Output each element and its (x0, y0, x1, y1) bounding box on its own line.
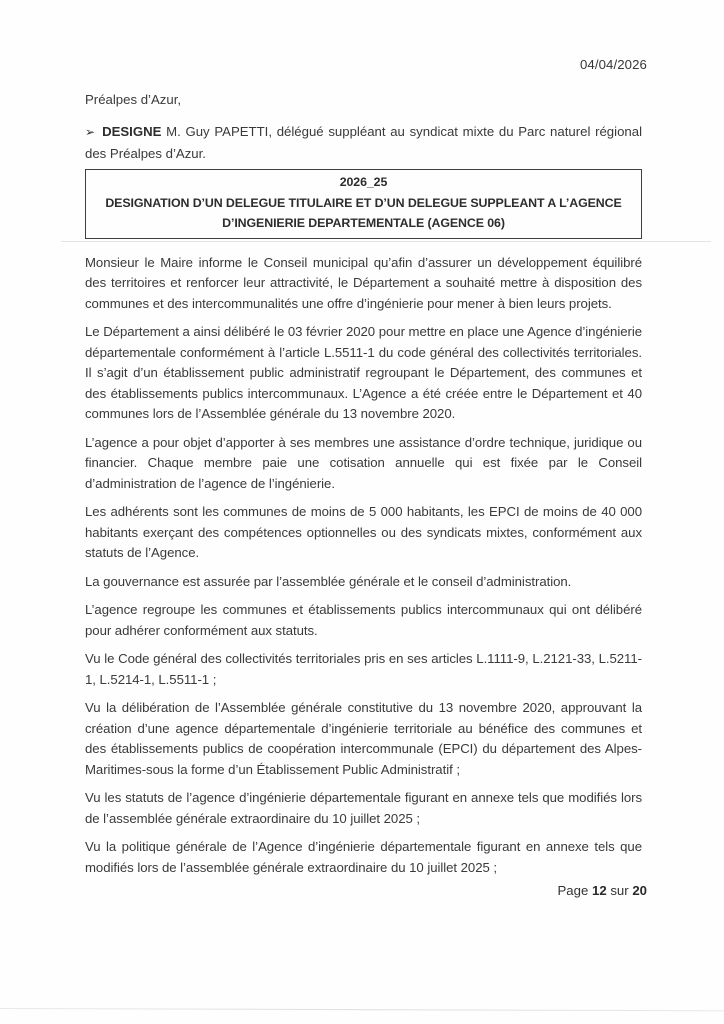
arrow-bullet-icon: ➢ (85, 125, 96, 139)
footer-total-pages: 20 (632, 883, 647, 898)
body-paragraph: L’agence regroupe les communes et établissements publics intercommunaux qui ont délibéré pour adhérer conformément aux statuts. (85, 602, 642, 638)
deliberation-reference: 2026_25 (339, 175, 388, 189)
designation-text: M. Guy PAPETTI, délégué suppléant au syndicat mixte du Parc naturel régional des Préalpes d’Azur. (85, 124, 642, 161)
body-paragraph: Monsieur le Maire informe le Conseil municipal qu’afin d’assurer un développement équilibré des territoires et renforcer leur attractivité, le Département a souhaité mettre à disposition des communes et des intercommunalités une offre d’ingénierie pour mener à bien leurs projets. (85, 254, 642, 311)
page-footer (558, 883, 648, 898)
scan-artifact-rule (61, 241, 711, 242)
footer-separator: sur (610, 883, 629, 898)
designation-item (85, 121, 642, 164)
body-paragraph: Vu les statuts de l’agence d’ingénierie départementale figurant en annexe tels que modifiés lors de l’assemblée générale extraordinaire du 10 juillet 2025 ; (85, 790, 642, 826)
footer-page-label: Page (557, 883, 589, 898)
body-paragraph: Vu la politique générale de l’Agence d’ingénierie départementale figurant en annexe tels que modifiés lors de l’assemblée générale extraordinaire du 10 juillet 2025 ; (85, 839, 642, 875)
body-paragraph: Le Département a ainsi délibéré le 03 février 2020 pour mettre en place une Agence d’ingénierie départementale conformément à l’article L.5511-1 du code général des collectivités territoriales. Il s’agit d’un établissement public administratif regroupant le Département, des communes et des établissements publics intercommunaux. L’Agence a été créée entre le Département et 40 communes lors de l’Assemblée générale du 13 novembre 2020. (85, 324, 642, 421)
body-paragraph: L’agence a pour objet d’apporter à ses membres une assistance d’ordre technique, juridique ou financier. Chaque membre paie une cotisation annuelle qui est fixée par le Conseil d’administration de l’agence de l’ingénierie. (85, 434, 642, 491)
scan-artifact-bottom-line (0, 1008, 724, 1011)
body-paragraph: Vu la délibération de l’Assemblée générale constitutive du 13 novembre 2020, approuvant la création d’une agence départementale d’ingénierie territoriale au bénéfice des communes et des établissements publics de coopération intercommunale (EPCI) du département des Alpes-Maritimes-sous la forme d’un Établissement Public Administratif ; (85, 700, 642, 777)
body-paragraph: Vu le Code général des collectivités territoriales pris en ses articles L.1111-9, L.2121-33, L.5211-1, L.5214-1, L.5511-1 ; (85, 651, 642, 687)
footer-page-number: 12 (591, 883, 607, 898)
document-content (85, 0, 642, 886)
carryover-text: Préalpes d’Azur, (85, 92, 182, 107)
deliberation-title-line1: DESIGNATION D’UN DELEGUE TITULAIRE ET D’UN DELEGUE SUPPLEANT A L’AGENCE (105, 195, 622, 210)
document-body (85, 253, 642, 879)
body-paragraph: Les adhérents sont les communes de moins de 5 000 habitants, les EPCI de moins de 40 000 habitants exerçant des compétences optionnelles ou des syndicats mixtes, conformément aux statuts de l’Agence. (85, 504, 642, 560)
document-date: 04/04/2026 (579, 57, 647, 72)
deliberation-title-line2: D’INGENIERIE DEPARTEMENTALE (AGENCE 06) (222, 216, 505, 230)
deliberation-title-box (85, 169, 642, 239)
designation-verb: DESIGNE (102, 124, 162, 139)
body-paragraph: La gouvernance est assurée par l’assemblée générale et le conseil d’administration. (85, 573, 572, 589)
